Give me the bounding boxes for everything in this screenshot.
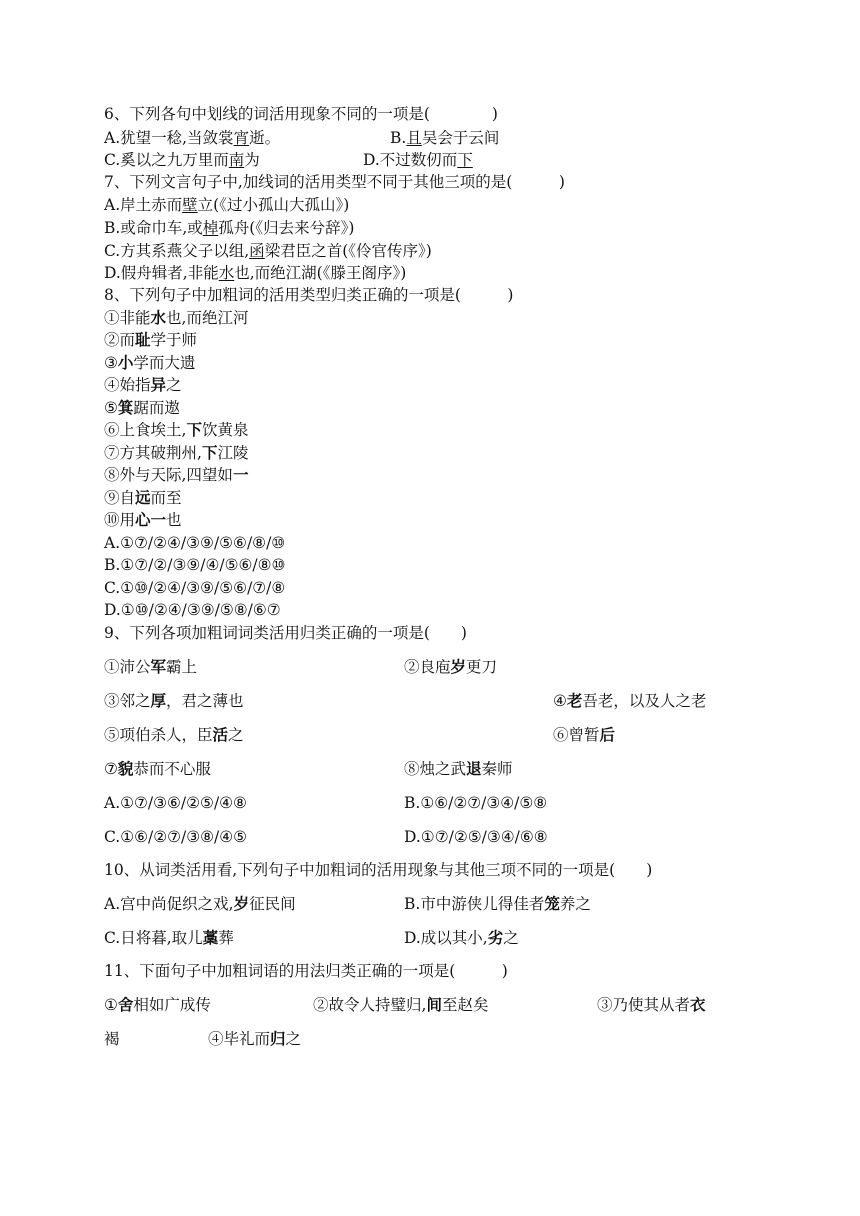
text-segment: B. bbox=[390, 129, 407, 147]
text-segment: 霸上 bbox=[166, 658, 198, 676]
text-line-q9a bbox=[104, 793, 247, 813]
text-segment: 7、下列文言句子中,加线词的活用类型不同于其他三项的是( ) bbox=[104, 173, 565, 191]
text-line-q8 bbox=[104, 285, 513, 305]
text-segment: A.宫中尚促织之戏, bbox=[104, 895, 234, 913]
text-line-q11_2 bbox=[313, 995, 488, 1015]
text-segment: D.①⑩/②④/③⑨/⑤⑧/⑥⑦ bbox=[104, 601, 281, 619]
text-segment: ① bbox=[104, 996, 118, 1014]
text-line-q6b bbox=[390, 128, 499, 148]
text-segment: B.市中游侠儿得佳者 bbox=[404, 895, 545, 913]
text-line-q10d bbox=[404, 928, 519, 948]
text-segment: ⑥曾暂 bbox=[553, 726, 600, 744]
text-segment: C.方其系燕父子以组, bbox=[104, 242, 250, 260]
underlined-word: 南 bbox=[228, 151, 245, 169]
text-line-q8_6 bbox=[104, 420, 248, 440]
text-segment: 吾老，以及人之老 bbox=[582, 692, 707, 710]
text-segment: ⑥上食埃土, bbox=[104, 421, 187, 439]
text-segment: ⑧外与天际,四望如 bbox=[104, 466, 233, 484]
text-segment: C.日将暮,取儿 bbox=[104, 929, 203, 947]
text-segment: 相如广成传 bbox=[133, 996, 211, 1014]
bold-word: 间 bbox=[426, 995, 442, 1014]
text-line-q8a bbox=[104, 533, 285, 553]
text-line-q9_7 bbox=[104, 759, 211, 779]
text-line-q9_8 bbox=[404, 759, 513, 779]
text-segment: 养之 bbox=[559, 895, 591, 913]
text-segment: ④始指 bbox=[104, 376, 151, 394]
text-segment: 11、下面句子中加粗词语的用法归类正确的一项是( ) bbox=[104, 962, 508, 980]
text-segment: C.奚以之九万里而 bbox=[104, 151, 229, 169]
text-line-q11 bbox=[104, 961, 508, 981]
text-line-q7 bbox=[104, 172, 565, 192]
text-line-q8_2 bbox=[104, 330, 197, 350]
text-segment: 江陵 bbox=[217, 444, 249, 462]
bold-word: 一 bbox=[150, 510, 167, 529]
text-segment: B.①⑥/②⑦/③④/⑤⑧ bbox=[404, 794, 548, 812]
underlined-word: 下 bbox=[457, 151, 473, 169]
underlined-word: 棹 bbox=[202, 219, 219, 237]
text-segment: 梁君臣之首(《伶官传序》) bbox=[264, 242, 432, 260]
bold-word: 下 bbox=[201, 443, 218, 462]
text-line-q8_4 bbox=[104, 375, 182, 395]
text-segment: D.不过数仞而 bbox=[363, 151, 458, 169]
text-segment: C.①⑥/②⑦/③⑧/④⑤ bbox=[104, 828, 248, 846]
text-segment: ⑨自 bbox=[104, 489, 136, 507]
text-line-q9_1 bbox=[104, 657, 197, 677]
text-line-q10c bbox=[104, 928, 234, 948]
text-segment: 之 bbox=[285, 1030, 302, 1048]
text-segment: D.假舟辑者,非能 bbox=[104, 264, 219, 282]
bold-word: 后 bbox=[599, 725, 616, 744]
text-line-q8d bbox=[104, 600, 281, 620]
text-line-q7d bbox=[104, 263, 406, 283]
text-segment: 8、下列句子中加粗词的活用类型归类正确的一项是( ) bbox=[104, 286, 514, 304]
text-line-q10a bbox=[104, 894, 296, 914]
text-segment: 而至 bbox=[150, 489, 182, 507]
text-line-q6d bbox=[363, 150, 473, 170]
text-segment: ⑤项伯杀人，臣 bbox=[104, 726, 213, 744]
text-line-q8_9 bbox=[104, 488, 182, 508]
text-line-q6 bbox=[104, 104, 498, 124]
text-line-q8_5 bbox=[104, 398, 180, 418]
text-line-q8_8 bbox=[104, 465, 248, 485]
bold-word: 活 bbox=[212, 725, 229, 744]
text-segment: B.或命巾车,或 bbox=[104, 219, 203, 237]
bold-word: 下 bbox=[186, 420, 202, 439]
bold-word: 心 bbox=[135, 510, 151, 529]
text-segment: ，君之薄也 bbox=[166, 692, 244, 710]
bold-word: 貌 bbox=[117, 759, 134, 778]
text-segment: ③邻之 bbox=[104, 692, 151, 710]
text-line-q8_7 bbox=[104, 443, 248, 463]
text-line-q8c bbox=[104, 578, 285, 598]
text-segment: D.①⑦/②⑤/③④/⑥⑧ bbox=[404, 828, 548, 846]
underlined-word: 宵 bbox=[233, 129, 250, 147]
bold-word: 耻 bbox=[135, 330, 151, 349]
text-segment: 吴会于云间 bbox=[421, 129, 500, 147]
bold-word: 老 bbox=[566, 691, 583, 710]
text-segment: 为 bbox=[244, 151, 260, 169]
text-segment: 学于师 bbox=[150, 331, 198, 349]
text-line-q11_4 bbox=[208, 1029, 301, 1049]
text-line-q9b bbox=[404, 793, 547, 813]
text-segment: 之 bbox=[228, 726, 244, 744]
underlined-word: 且 bbox=[406, 129, 422, 147]
text-segment: ①沛公 bbox=[104, 658, 151, 676]
text-line-q9_2 bbox=[404, 657, 497, 677]
text-segment: ⑤ bbox=[104, 399, 118, 417]
text-segment: ②良庖 bbox=[404, 658, 451, 676]
text-line-q9_3 bbox=[104, 691, 244, 711]
text-line-q6a bbox=[104, 128, 280, 148]
text-line-q8_1 bbox=[104, 308, 248, 328]
underlined-word: 水 bbox=[218, 264, 235, 282]
text-line-q11_3 bbox=[597, 995, 706, 1015]
text-line-q10b bbox=[404, 894, 591, 914]
underlined-word: 壁 bbox=[182, 196, 198, 214]
bold-word: 远 bbox=[135, 488, 151, 507]
text-segment: 之 bbox=[503, 929, 519, 947]
text-segment: 逝。 bbox=[249, 129, 281, 147]
text-line-q9_4 bbox=[553, 691, 706, 711]
text-segment: ⑦ bbox=[104, 760, 118, 778]
underlined-word: 函 bbox=[249, 242, 265, 260]
text-segment: 10、从词类活用看,下列句子中加粗词的活用现象与其他三项不同的一项是( ) bbox=[104, 861, 653, 879]
bold-word: 异 bbox=[150, 375, 167, 394]
text-segment: 也 bbox=[166, 511, 182, 529]
text-segment: 至赵矣 bbox=[441, 996, 489, 1014]
text-line-q6c bbox=[104, 150, 260, 170]
text-segment: ②而 bbox=[104, 331, 136, 349]
text-segment: 褐 bbox=[104, 1030, 120, 1048]
text-segment: 9、下列各项加粗词词类活用归类正确的一项是( ) bbox=[104, 624, 467, 642]
text-line-q9_5 bbox=[104, 725, 244, 745]
text-segment: ③乃使其从者 bbox=[597, 996, 691, 1014]
text-segment: 学而大遗 bbox=[133, 354, 196, 372]
bold-word: 归 bbox=[270, 1029, 286, 1048]
text-segment: A.犹望一稔,当敛裳 bbox=[104, 129, 234, 147]
bold-word: 一 bbox=[232, 465, 249, 484]
text-segment: A.岸土赤而 bbox=[104, 196, 183, 214]
bold-word: 厚 bbox=[150, 691, 167, 710]
text-segment: 6、下列各句中划线的词活用现象不同的一项是( ) bbox=[104, 105, 498, 123]
bold-word: 水 bbox=[150, 308, 167, 327]
text-line-q9d bbox=[404, 827, 548, 847]
text-segment: ④毕礼而 bbox=[208, 1030, 271, 1048]
text-segment: C.①⑩/②④/③⑨/⑤⑥/⑦/⑧ bbox=[104, 579, 286, 597]
bold-word: 劣 bbox=[487, 928, 504, 947]
text-line-q11_1 bbox=[104, 995, 211, 1015]
text-line-q7a bbox=[104, 195, 349, 215]
bold-word: 舍 bbox=[117, 995, 134, 1014]
text-line-q9 bbox=[104, 623, 467, 643]
bold-word: 岁 bbox=[450, 657, 467, 676]
text-segment: 葬 bbox=[218, 929, 234, 947]
text-segment: ④ bbox=[553, 692, 567, 710]
text-segment: D.成以其小, bbox=[404, 929, 488, 947]
text-segment: 也,而绝江湖(《滕王阁序》) bbox=[234, 264, 407, 282]
text-segment: 也,而绝江河 bbox=[166, 309, 249, 327]
text-segment: ⑩用 bbox=[104, 511, 136, 529]
text-segment: ⑧烛之武 bbox=[404, 760, 467, 778]
text-segment: 秦师 bbox=[481, 760, 513, 778]
text-line-q7c bbox=[104, 241, 432, 261]
bold-word: 军 bbox=[150, 657, 167, 676]
bold-word: 笼 bbox=[544, 894, 560, 913]
text-line-q8b bbox=[104, 555, 285, 575]
text-line-q9c bbox=[104, 827, 247, 847]
text-segment: A.①⑦/②④/③⑨/⑤⑥/⑧/⑩ bbox=[104, 534, 286, 552]
text-line-q11_3b bbox=[104, 1029, 120, 1049]
bold-word: 岁 bbox=[233, 894, 250, 913]
bold-word: 衣 bbox=[690, 995, 706, 1014]
text-line-q7b bbox=[104, 218, 354, 238]
text-segment: 踞而遨 bbox=[133, 399, 180, 417]
text-line-q8_10 bbox=[104, 510, 182, 530]
text-segment: ①非能 bbox=[104, 309, 151, 327]
text-segment: ⑦方其破荆州, bbox=[104, 444, 202, 462]
text-segment: 孤舟(《归去来兮辞》) bbox=[218, 219, 355, 237]
text-line-q9_6 bbox=[553, 725, 615, 745]
bold-word: 退 bbox=[466, 759, 482, 778]
text-segment: B.①⑦/②/③⑨/④/⑤⑥/⑧⑩ bbox=[104, 556, 286, 574]
text-line-q10 bbox=[104, 860, 652, 880]
text-segment: 征民间 bbox=[249, 895, 296, 913]
text-segment: A.①⑦/③⑥/②⑤/④⑧ bbox=[104, 794, 247, 812]
text-segment: 立(《过小孤山大孤山》) bbox=[197, 196, 350, 214]
text-segment: 之 bbox=[166, 376, 182, 394]
bold-word: 箕 bbox=[117, 398, 134, 417]
text-segment: 饮黄泉 bbox=[201, 421, 249, 439]
text-line-q8_3 bbox=[104, 353, 195, 373]
text-segment: 更刀 bbox=[466, 658, 498, 676]
text-segment: 恭而不心服 bbox=[133, 760, 211, 778]
bold-word: 小 bbox=[117, 353, 134, 372]
text-segment: ②故令人持璧归, bbox=[313, 996, 427, 1014]
bold-word: 藁 bbox=[202, 928, 219, 947]
text-segment: ③ bbox=[104, 354, 118, 372]
